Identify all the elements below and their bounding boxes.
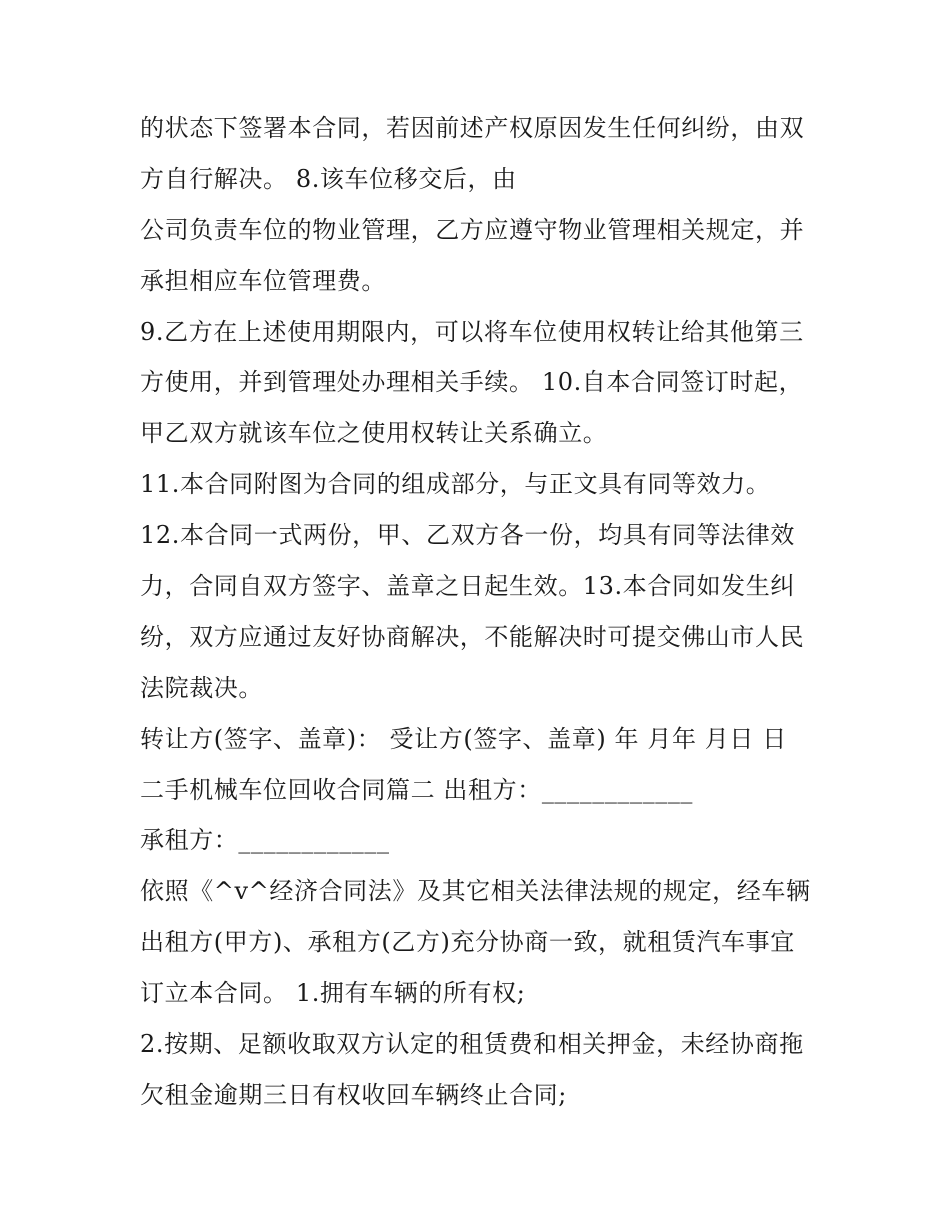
text-line-5: 9.乙方在上述使用期限内，可以将车位使用权转让给其他第三 xyxy=(140,317,804,346)
section-title-lessor-line: 二手机械车位回收合同篇二 出租方：____________ xyxy=(140,775,694,804)
text-line-4: 承担相应车位管理费。 xyxy=(140,266,386,295)
text-line-19: 2.按期、足额收取双方认定的租赁费和相关押金，未经协商拖 xyxy=(140,1030,804,1059)
text-line-9: 12.本合同一式两份，甲、乙双方各一份，均具有同等法律效 xyxy=(140,521,795,550)
text-line-6: 方使用，并到管理处办理相关手续。 10.自本合同签订时起， xyxy=(140,368,804,397)
text-line-18: 订立本合同。 1.拥有车辆的所有权; xyxy=(140,979,526,1008)
text-line-12: 法院裁决。 xyxy=(140,673,263,702)
lessee-line: 承租方：____________ xyxy=(140,826,390,855)
text-line-10: 力，合同自双方签字、盖章之日起生效。13.本合同如发生纠 xyxy=(140,572,795,601)
text-line-3: 公司负责车位的物业管理，乙方应遵守物业管理相关规定，并 xyxy=(140,215,805,244)
text-line-7: 甲乙双方就该车位之使用权转让关系确立。 xyxy=(140,419,608,448)
text-line-16: 依照《^v^经济合同法》及其它相关法律法规的规定，经车辆 xyxy=(140,877,811,906)
text-line-1: 的状态下签署本合同，若因前述产权原因发生任何纠纷，由双 xyxy=(140,114,805,142)
contract-text-body xyxy=(140,103,820,1121)
text-line-8: 11.本合同附图为合同的组成部分，与正文具有同等效力。 xyxy=(140,470,771,499)
text-line-17: 出租方(甲方)、承租方(乙方)充分协商一致，就租赁汽车事宜 xyxy=(140,928,795,957)
text-line-2: 方自行解决。 8.该车位移交后，由 xyxy=(140,164,517,193)
signature-line: 转让方(签字、盖章)： 受让方(签字、盖章) 年 月年 月日 日 xyxy=(140,724,787,753)
text-line-20: 欠租金逾期三日有权收回车辆终止合同; xyxy=(140,1080,567,1109)
text-line-11: 纷，双方应通过友好协商解决，不能解决时可提交佛山市人民 xyxy=(140,622,805,651)
